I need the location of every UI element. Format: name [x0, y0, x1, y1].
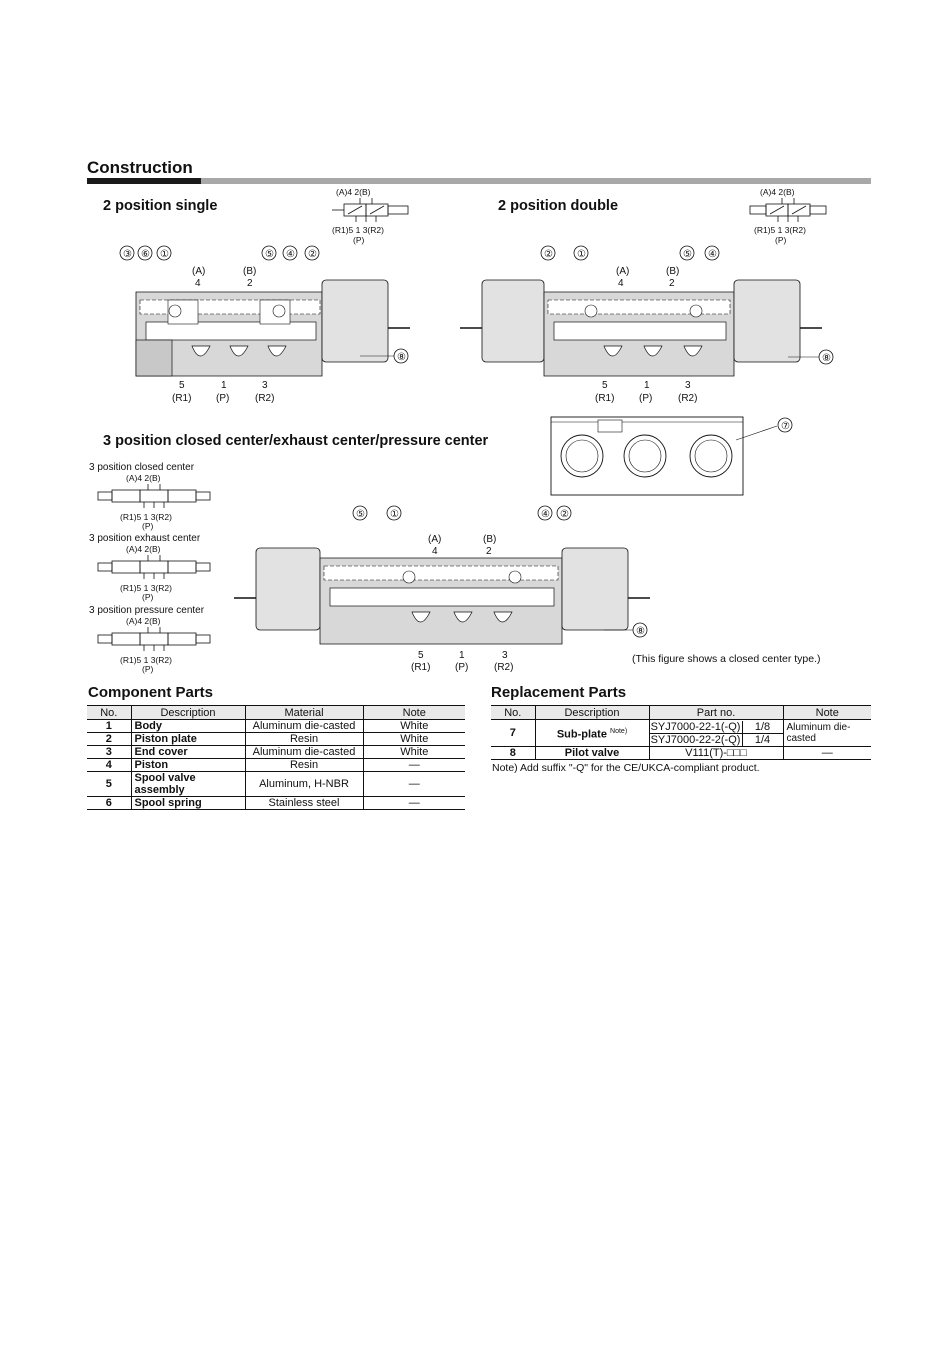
- cell-no: 4: [87, 759, 131, 772]
- callout-7: ⑦: [781, 421, 790, 432]
- callout-5: ⑤: [683, 249, 692, 260]
- port-1: 1: [459, 650, 465, 661]
- symbol-closed-p: (P): [142, 521, 154, 531]
- cell-note: White: [363, 733, 465, 746]
- port-r1: (R1): [172, 393, 192, 404]
- table-header-row: [87, 706, 465, 720]
- cell-note: White: [363, 746, 465, 759]
- header-note: Note: [783, 706, 871, 720]
- callout-4: ④: [286, 249, 295, 260]
- variant-closed-label: 3 position closed center: [89, 462, 195, 473]
- cell-description: Spool valve assembly: [131, 772, 245, 797]
- callout-8: ⑧: [397, 352, 406, 363]
- port-r1: (R1): [595, 393, 615, 404]
- symbol-bottom-text: (R1)5 1 3(R2): [332, 225, 384, 235]
- port-1: 1: [221, 380, 227, 391]
- cell-description: Pilot valve: [535, 747, 649, 760]
- variant-pressure-label: 3 position pressure center: [89, 605, 205, 616]
- port-1: 1: [644, 380, 650, 391]
- callout-2: ②: [544, 249, 553, 260]
- component-parts-table: [87, 705, 465, 810]
- port-5: 5: [418, 650, 424, 661]
- symbol-exhaust-bottom: (R1)5 1 3(R2): [120, 583, 172, 593]
- header-no: No.: [491, 706, 535, 720]
- table-row: [87, 733, 465, 746]
- callout-3: ③: [123, 249, 132, 260]
- header-part-no: Part no.: [649, 706, 783, 720]
- single-symbol: [330, 184, 420, 246]
- symbol-pressure-bottom: (R1)5 1 3(R2): [120, 655, 172, 665]
- part-no-2: SYJ7000-22-2(-Q): [650, 733, 741, 746]
- symbol-exhaust-top: (A)4 2(B): [126, 544, 161, 554]
- port-r2: (R2): [255, 393, 275, 404]
- single-title: 2 position single: [103, 198, 218, 214]
- port-size-2: 1/4: [742, 734, 783, 746]
- cell-no: 2: [87, 733, 131, 746]
- table-row: [491, 720, 871, 747]
- port-b: (B): [483, 534, 497, 545]
- three-position-symbols: [92, 470, 217, 676]
- double-cross-section: [458, 240, 838, 410]
- callout-1: ①: [577, 249, 586, 260]
- description-text: Sub-plate: [556, 728, 607, 741]
- port-r2: (R2): [678, 393, 698, 404]
- table-header-row: [491, 706, 871, 720]
- cell-no: 1: [87, 720, 131, 733]
- callout-5: ⑤: [265, 249, 274, 260]
- cell-no: 3: [87, 746, 131, 759]
- callout-4: ④: [541, 509, 550, 520]
- cell-no: 5: [87, 772, 131, 797]
- port-5: 5: [602, 380, 608, 391]
- table-row: [87, 759, 465, 772]
- three-position-title: 3 position closed center/exhaust center/pressure center: [103, 433, 489, 449]
- symbol-p-text: (P): [353, 235, 365, 245]
- callout-2: ②: [308, 249, 317, 260]
- part-no-1: SYJ7000-22-1(-Q): [650, 720, 741, 733]
- symbol-closed-bottom: (R1)5 1 3(R2): [120, 512, 172, 522]
- callout-1: ①: [390, 509, 399, 520]
- symbol-pressure-top: (A)4 2(B): [126, 616, 161, 626]
- callout-4: ④: [708, 249, 717, 260]
- table-row: [87, 720, 465, 733]
- port-3: 3: [262, 380, 268, 391]
- port-4: 4: [195, 278, 201, 289]
- header-material: Material: [245, 706, 363, 720]
- title-underline: [87, 178, 201, 184]
- header-no: No.: [87, 706, 131, 720]
- symbol-exhaust-p: (P): [142, 592, 154, 602]
- replacement-footnote: Note) Add suffix "-Q" for the CE/UKCA-compliant product.: [492, 762, 760, 774]
- port-3: 3: [502, 650, 508, 661]
- cell-note: —: [363, 797, 465, 810]
- subplate-figure: [548, 412, 803, 498]
- cell-no: 6: [87, 797, 131, 810]
- cell-description: Body: [131, 720, 245, 733]
- symbol-closed-top: (A)4 2(B): [126, 473, 161, 483]
- port-2: 2: [247, 278, 253, 289]
- port-2: 2: [669, 278, 675, 289]
- cell-description: Piston: [131, 759, 245, 772]
- port-5: 5: [179, 380, 185, 391]
- callout-8: ⑧: [822, 353, 831, 364]
- callout-8: ⑧: [636, 626, 645, 637]
- port-p: (P): [639, 393, 653, 404]
- table-row: [87, 746, 465, 759]
- port-4: 4: [618, 278, 624, 289]
- port-a: (A): [428, 534, 442, 545]
- header-description: Description: [131, 706, 245, 720]
- cell-description: End cover: [131, 746, 245, 759]
- double-title: 2 position double: [498, 198, 619, 214]
- cell-part-no: [649, 720, 783, 747]
- cell-description: Piston plate: [131, 733, 245, 746]
- port-r2: (R2): [494, 662, 514, 673]
- cell-material: Aluminum die-casted: [245, 720, 363, 733]
- note-superscript: Note): [610, 727, 628, 735]
- port-b: (B): [666, 266, 680, 277]
- component-parts-title: Component Parts: [88, 684, 214, 701]
- symbol-pressure-p: (P): [142, 664, 154, 674]
- symbol-p-text: (P): [775, 235, 787, 245]
- port-2: 2: [486, 546, 492, 557]
- figure-caption: (This figure shows a closed center type.): [632, 653, 821, 665]
- single-cross-section: [112, 240, 412, 410]
- callout-6: ⑥: [141, 249, 150, 260]
- cell-material: Resin: [245, 759, 363, 772]
- symbol-bottom-text: (R1)5 1 3(R2): [754, 225, 806, 235]
- cell-note: —: [363, 759, 465, 772]
- cell-note: White: [363, 720, 465, 733]
- double-symbol: [748, 184, 843, 246]
- cell-note: —: [783, 747, 871, 760]
- cell-description: [535, 720, 649, 747]
- cell-material: Resin: [245, 733, 363, 746]
- callout-5: ⑤: [356, 509, 365, 520]
- port-b: (B): [243, 266, 257, 277]
- symbol-top-text: (A)4 2(B): [336, 187, 371, 197]
- cell-note: —: [363, 772, 465, 797]
- page-title: Construction: [87, 158, 193, 177]
- cell-part-no: V111(T)-□□□: [649, 747, 783, 760]
- symbol-top-text: (A)4 2(B): [760, 187, 795, 197]
- port-p: (P): [455, 662, 469, 673]
- cell-no: 7: [491, 720, 535, 747]
- port-4: 4: [432, 546, 438, 557]
- table-row: [87, 797, 465, 810]
- port-a: (A): [192, 266, 206, 277]
- port-3: 3: [685, 380, 691, 391]
- port-p: (P): [216, 393, 230, 404]
- three-position-cross-section: [232, 500, 657, 676]
- header-description: Description: [535, 706, 649, 720]
- replacement-parts-table: [491, 705, 871, 760]
- table-row: [491, 747, 871, 760]
- callout-2: ②: [560, 509, 569, 520]
- cell-material: Aluminum die-casted: [245, 746, 363, 759]
- cell-material: Aluminum, H-NBR: [245, 772, 363, 797]
- port-a: (A): [616, 266, 630, 277]
- cell-material: Stainless steel: [245, 797, 363, 810]
- port-size-1: 1/8: [742, 721, 783, 733]
- cell-description: Spool spring: [131, 797, 245, 810]
- replacement-parts-title: Replacement Parts: [491, 684, 627, 701]
- cell-note: Aluminum die-casted: [783, 720, 871, 747]
- header-note: Note: [363, 706, 465, 720]
- cell-no: 8: [491, 747, 535, 760]
- variant-exhaust-label: 3 position exhaust center: [89, 533, 201, 544]
- table-row: [87, 772, 465, 797]
- port-r1: (R1): [411, 662, 431, 673]
- callout-1: ①: [160, 249, 169, 260]
